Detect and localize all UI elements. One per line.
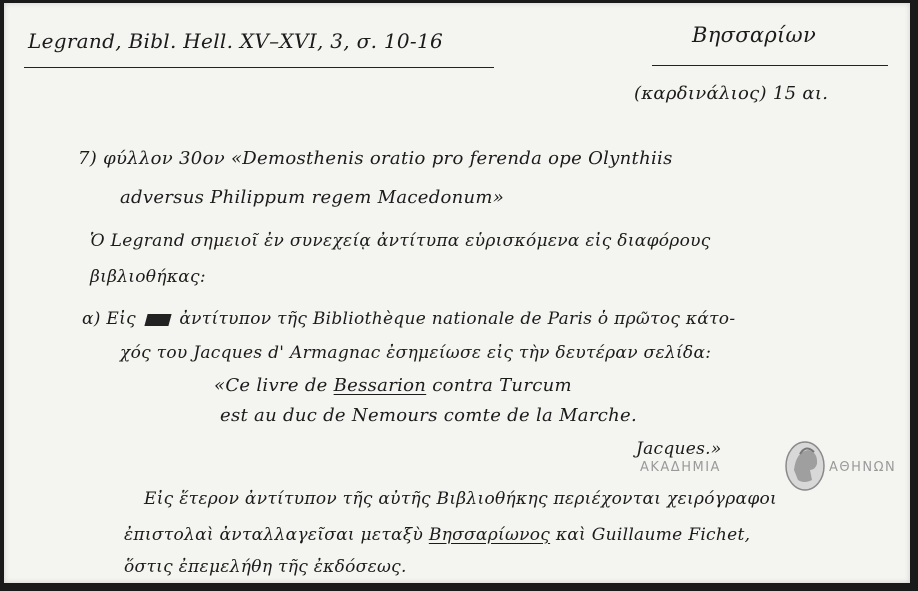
- quote-underlined: Bessarion: [333, 375, 427, 396]
- paragraph-2-line-2: [124, 525, 750, 545]
- item-line-1: 7) φύλλον 30ον «Demosthenis oratio pro ferenda ope Olynthiis: [78, 148, 673, 169]
- subject-heading: Βησσαρίων: [692, 23, 817, 47]
- catalog-card: [4, 3, 910, 583]
- bibliographic-reference: Legrand, Bibl. Hell. XV–XVI, 3, σ. 10-16: [28, 29, 444, 53]
- paragraph-2-line-3: ὅστις ἐπεμελήθη τῆς ἐκδόσεως.: [124, 557, 407, 577]
- quote-line-1: [214, 375, 572, 396]
- strikeout-mark: [144, 314, 171, 326]
- alpha-prefix: α) Εἰς: [82, 309, 136, 329]
- stamp-text-right: ΑΘΗΝΩΝ: [829, 460, 897, 475]
- paragraph-1-line-2: βιβλιοθήκας:: [90, 267, 206, 287]
- reference-rule: [24, 67, 494, 68]
- quote-line-2: est au duc de Nemours comte de la Marche.: [220, 405, 637, 426]
- athena-seal-icon: [782, 440, 828, 496]
- paragraph-1-line-1: Ὁ Legrand σημειοῖ ἐν συνεχείᾳ ἀντίτυπα εὑρισκόμενα εἰς διαφόρους: [90, 231, 711, 251]
- para2-underlined: Βησσαρίωνος: [428, 525, 551, 545]
- subject-subtitle: (καρδινάλιος) 15 αι.: [634, 83, 829, 104]
- para2-pre: ἐπιστολαὶ ἀνταλλαγεῖσαι μεταξὺ: [124, 525, 429, 545]
- alpha-rest: ἀντίτυπον τῆς Bibliothèque nationale de Paris ὁ πρῶτος κάτο-: [179, 309, 736, 329]
- item-line-2: adversus Philippum regem Macedonum»: [120, 187, 505, 208]
- paragraph-2-line-1: Εἰς ἕτερον ἀντίτυπον τῆς αὐτῆς Βιβλιοθήκης περιέχονται χειρόγραφοι: [144, 489, 778, 509]
- quote-pre: «Ce livre de: [214, 375, 334, 396]
- quote-post: contra Turcum: [426, 375, 572, 396]
- quote-signature: Jacques.»: [636, 439, 722, 459]
- subject-rule: [652, 65, 888, 66]
- para2-post: καὶ Guillaume Fichet,: [550, 525, 751, 545]
- stamp-text-left: ΑΚΑΔΗΜΙΑ: [640, 460, 721, 475]
- alpha-line-2: χός του Jacques d' Armagnac ἐσημείωσε εἰς τὴν δευτέραν σελίδα:: [120, 343, 712, 363]
- alpha-line-1: [82, 309, 735, 329]
